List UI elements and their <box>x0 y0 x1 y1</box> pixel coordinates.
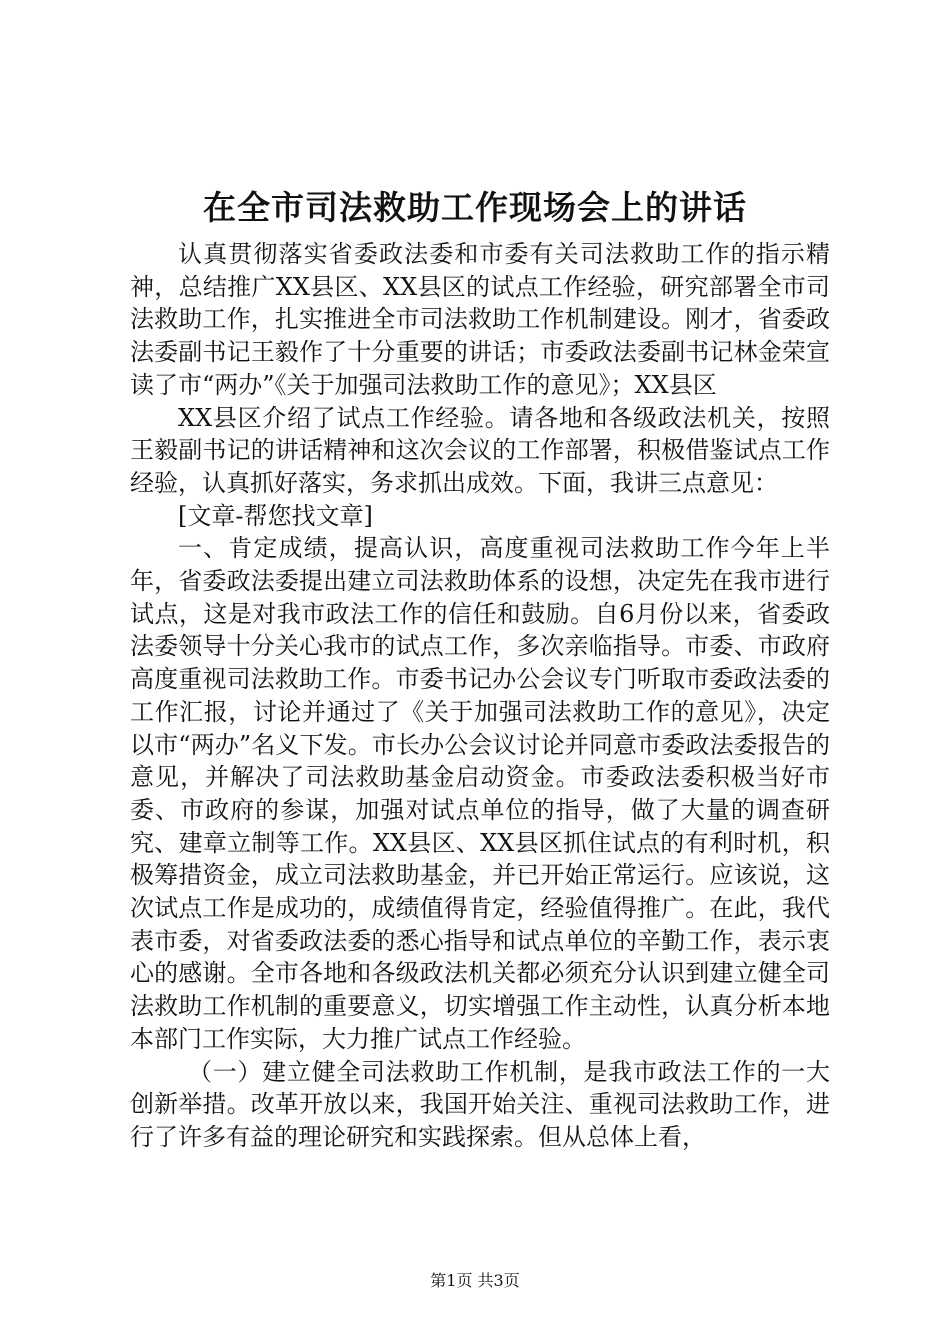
paragraph: 一、肯定成绩，提高认识，高度重视司法救助工作今年上半年，省委政法委提出建立司法救助体系的设想，决定先在我市进行试点，这是对我市政法工作的信任和鼓励。自6月份以来，省委政法委领导十分关心我市的试点工作，多次亲临指导。市委、市政府高度重视司法救助工作。市委书记办公会议专门听取市委政法委的工作汇报，讨论并通过了《关于加强司法救助工作的意见》，决定以市“两办”名义下发。市长办公会议讨论并同意市委政法委报告的意见，并解决了司法救助基金启动资金。市委政法委积极当好市委、市政府的参谋，加强对试点单位的指导，做了大量的调查研究、建章立制等工作。XX县区、XX县区抓住试点的有利时机，积极筹措资金，成立司法救助基金，并已开始正常运行。应该说，这次试点工作是成功的，成绩值得肯定，经验值得推广。在此，我代表市委，对省委政法委的悉心指导和试点单位的辛勤工作，表示衷心的感谢。全市各地和各级政法机关都必须充分认识到建立健全司法救助工作机制的重要意义，切实增强工作主动性，认真分析本地本部门工作实际，大力推广试点工作经验。 <box>130 534 830 1053</box>
paragraph: 认真贯彻落实省委政法委和市委有关司法救助工作的指示精神，总结推广XX县区、XX县区的试点工作经验，研究部署全市司法救助工作，扎实推进全市司法救助工作机制建设。刚才，省委政法委副书记王毅作了十分重要的讲话；市委政法委副书记林金荣宣读了市“两办”《关于加强司法救助工作的意见》；XX县区 <box>130 240 830 399</box>
paragraph: [文章-帮您找文章] <box>178 501 373 530</box>
page-footer: 第1页 共3页 <box>430 1271 520 1290</box>
paragraph: （一）建立健全司法救助工作机制，是我市政法工作的一大创新举措。改革开放以来，我国开始关注、重视司法救助工作，进行了许多有益的理论研究和实践探索。但从总体上看， <box>130 1057 830 1151</box>
document-body <box>130 238 830 1154</box>
paragraph: XX县区介绍了试点工作经验。请各地和各级政法机关，按照王毅副书记的讲话精神和这次会议的工作部署，积极借鉴试点工作经验，认真抓好落实，务求抓出成效。下面，我讲三点意见： <box>130 403 830 497</box>
document-title: 在全市司法救助工作现场会上的讲话 <box>203 188 747 227</box>
